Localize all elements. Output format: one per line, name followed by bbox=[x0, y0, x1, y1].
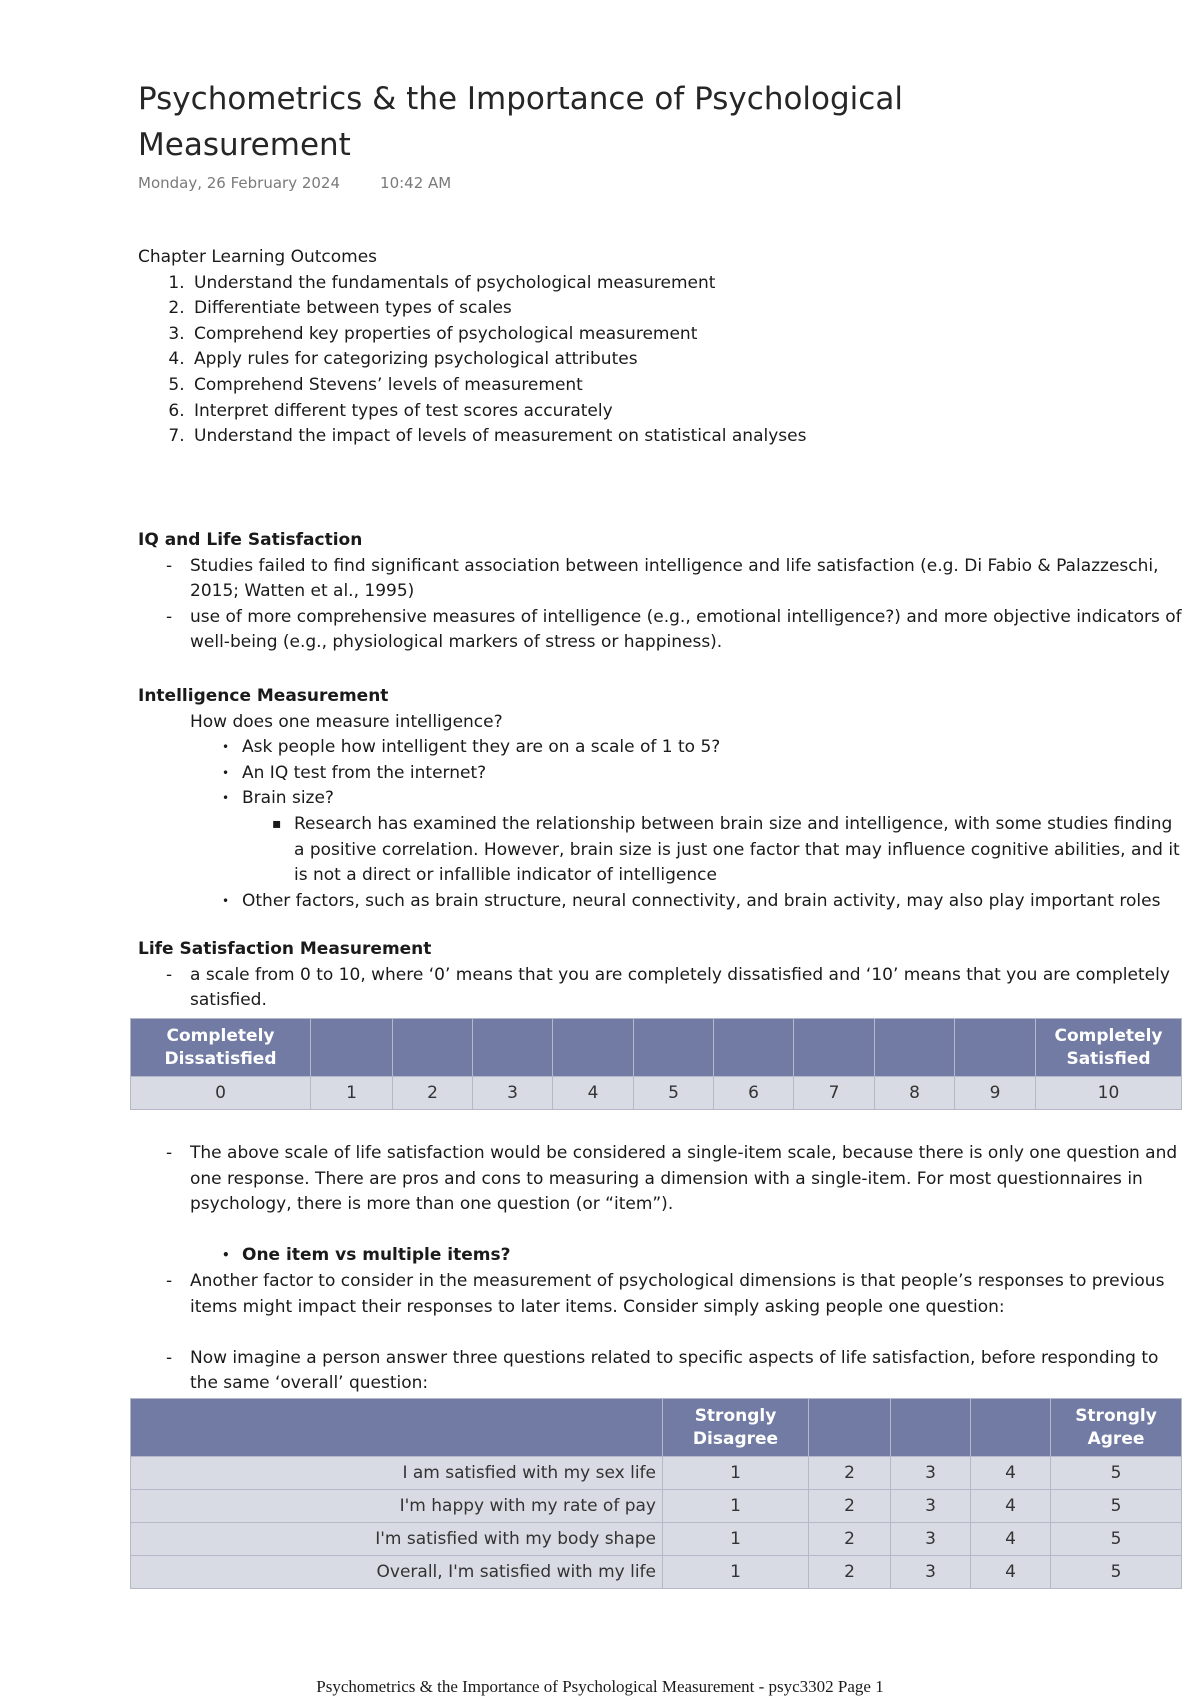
scale-value: 8 bbox=[875, 1077, 955, 1110]
list-item: - Another factor to consider in the measurement of psychological dimensions is that people’s responses to previous items might impact their responses to later items. Consider simply asking people one question: bbox=[190, 1269, 1188, 1320]
iq-heading: IQ and Life Satisfaction bbox=[138, 530, 363, 550]
agree-low-label: Strongly Disagree bbox=[663, 1399, 809, 1457]
page-date: Monday, 26 February 2024 bbox=[138, 174, 341, 192]
page-title: Psychometrics & the Importance of Psychological Measurement bbox=[138, 81, 903, 163]
scale-value: 1 bbox=[311, 1077, 393, 1110]
scale-high-label: Completely Satisfied bbox=[1036, 1019, 1182, 1077]
intelligence-bullets bbox=[138, 735, 1188, 914]
rating-value: 5 bbox=[1051, 1523, 1182, 1556]
table-row bbox=[131, 1556, 1182, 1589]
list-item bbox=[242, 786, 1188, 888]
outcomes-list bbox=[138, 271, 1188, 450]
learning-outcomes bbox=[138, 245, 1188, 450]
rating-value: 5 bbox=[1051, 1457, 1182, 1490]
life-satisfaction-scale-table bbox=[130, 1018, 1182, 1110]
rating-value: 2 bbox=[809, 1556, 891, 1589]
rating-value: 5 bbox=[1051, 1556, 1182, 1589]
item-label: I'm happy with my rate of pay bbox=[131, 1490, 663, 1523]
page-time: 10:42 AM bbox=[380, 174, 452, 192]
list-item: - a scale from 0 to 10, where ‘0’ means that you are completely dissatisfied and ‘10’ means that you are completely satisfied. bbox=[190, 963, 1188, 1014]
list-item: 1. Understand the fundamentals of psychological measurement bbox=[190, 271, 1188, 297]
single-item-notes bbox=[138, 1141, 1188, 1397]
page-timestamp bbox=[138, 174, 451, 192]
list-item: • Other factors, such as brain structure, neural connectivity, and brain activity, may also play important roles bbox=[242, 889, 1188, 915]
scale-value: 3 bbox=[473, 1077, 553, 1110]
list-item: 5. Comprehend Stevens’ levels of measurement bbox=[190, 373, 1188, 399]
item-label: I am satisfied with my sex life bbox=[131, 1457, 663, 1490]
list-item: - The above scale of life satisfaction would be considered a single-item scale, because there is only one question and one response. There are pros and cons to measuring a dimension with a single-item. For most questionnaires in psychology, there is more than one question (or “item”). bbox=[190, 1141, 1188, 1218]
scale-value: 5 bbox=[634, 1077, 714, 1110]
table-row bbox=[131, 1490, 1182, 1523]
rating-value: 5 bbox=[1051, 1490, 1182, 1523]
rating-value: 4 bbox=[971, 1457, 1051, 1490]
imagine-bullets bbox=[138, 1346, 1188, 1397]
multi-item-table bbox=[130, 1398, 1182, 1589]
rating-value: 1 bbox=[663, 1457, 809, 1490]
item-label: Overall, I'm satisfied with my life bbox=[131, 1556, 663, 1589]
scale-value: 9 bbox=[955, 1077, 1036, 1110]
rating-value: 4 bbox=[971, 1490, 1051, 1523]
rating-value: 2 bbox=[809, 1490, 891, 1523]
agree-high-label: Strongly Agree bbox=[1051, 1399, 1182, 1457]
list-item: • Ask people how intelligent they are on a scale of 1 to 5? bbox=[242, 735, 1188, 761]
rating-value: 2 bbox=[809, 1523, 891, 1556]
table-header-row bbox=[131, 1399, 1182, 1457]
life-bullets bbox=[138, 963, 1188, 1014]
list-item: - Studies failed to find significant association between intelligence and life satisfaction (e.g. Di Fabio & Palazzeschi, 2015; Watten et al., 1995) bbox=[190, 554, 1188, 605]
scale-value: 6 bbox=[714, 1077, 794, 1110]
list-item: 4. Apply rules for categorizing psychological attributes bbox=[190, 347, 1188, 373]
list-item-text: Brain size? bbox=[242, 788, 334, 809]
iq-section bbox=[138, 528, 1188, 656]
intelligence-heading: Intelligence Measurement bbox=[138, 686, 389, 706]
rating-value: 4 bbox=[971, 1523, 1051, 1556]
scale-value: 10 bbox=[1036, 1077, 1182, 1110]
scale-value: 0 bbox=[131, 1077, 311, 1110]
list-item: 7. Understand the impact of levels of measurement on statistical analyses bbox=[190, 424, 1188, 450]
list-item: 6. Interpret different types of test scores accurately bbox=[190, 399, 1188, 425]
item-label: I'm satisfied with my body shape bbox=[131, 1523, 663, 1556]
rating-value: 4 bbox=[971, 1556, 1051, 1589]
brain-size-sub-list bbox=[242, 812, 1188, 889]
list-item: - Now imagine a person answer three questions related to specific aspects of life satisfaction, before responding to the same ‘overall’ question: bbox=[190, 1346, 1188, 1397]
list-item: - use of more comprehensive measures of intelligence (e.g., emotional intelligence?) and more objective indicators of well-being (e.g., physiological markers of stress or happiness). bbox=[190, 605, 1188, 656]
intelligence-question: How does one measure intelligence? bbox=[190, 711, 503, 732]
rating-value: 3 bbox=[891, 1523, 971, 1556]
outcomes-heading: Chapter Learning Outcomes bbox=[138, 247, 378, 267]
page-footer: Psychometrics & the Importance of Psychological Measurement - psyc3302 Page 1 bbox=[316, 1677, 884, 1696]
factor-bullets bbox=[138, 1269, 1188, 1320]
rating-value: 3 bbox=[891, 1457, 971, 1490]
rating-value: 3 bbox=[891, 1490, 971, 1523]
table-row bbox=[131, 1523, 1182, 1556]
sub-heading-list bbox=[138, 1243, 1188, 1269]
table-row bbox=[131, 1457, 1182, 1490]
scale-value: 7 bbox=[794, 1077, 875, 1110]
sub-list-item: ▪ Research has examined the relationship between brain size and intelligence, with some studies finding a positive correlation. However, brain size is just one factor that may influence cognitive abilities, and it is not a direct or infallible indicator of intelligence bbox=[294, 812, 1188, 889]
scale-value: 4 bbox=[553, 1077, 634, 1110]
table-header-row bbox=[131, 1019, 1182, 1077]
scale-low-label: Completely Dissatisfied bbox=[131, 1019, 311, 1077]
list-item: • One item vs multiple items? bbox=[242, 1243, 1188, 1269]
scale-value: 2 bbox=[393, 1077, 473, 1110]
table-row bbox=[131, 1077, 1182, 1110]
notes-bullets bbox=[138, 1141, 1188, 1218]
rating-value: 1 bbox=[663, 1556, 809, 1589]
rating-value: 2 bbox=[809, 1457, 891, 1490]
intelligence-section bbox=[138, 684, 1188, 914]
rating-value: 1 bbox=[663, 1523, 809, 1556]
rating-value: 1 bbox=[663, 1490, 809, 1523]
rating-value: 3 bbox=[891, 1556, 971, 1589]
life-satisfaction-section bbox=[138, 937, 1188, 1014]
iq-bullets bbox=[138, 554, 1188, 656]
list-item: 2. Differentiate between types of scales bbox=[190, 296, 1188, 322]
list-item: 3. Comprehend key properties of psychological measurement bbox=[190, 322, 1188, 348]
list-item: • An IQ test from the internet? bbox=[242, 761, 1188, 787]
life-heading: Life Satisfaction Measurement bbox=[138, 939, 432, 959]
